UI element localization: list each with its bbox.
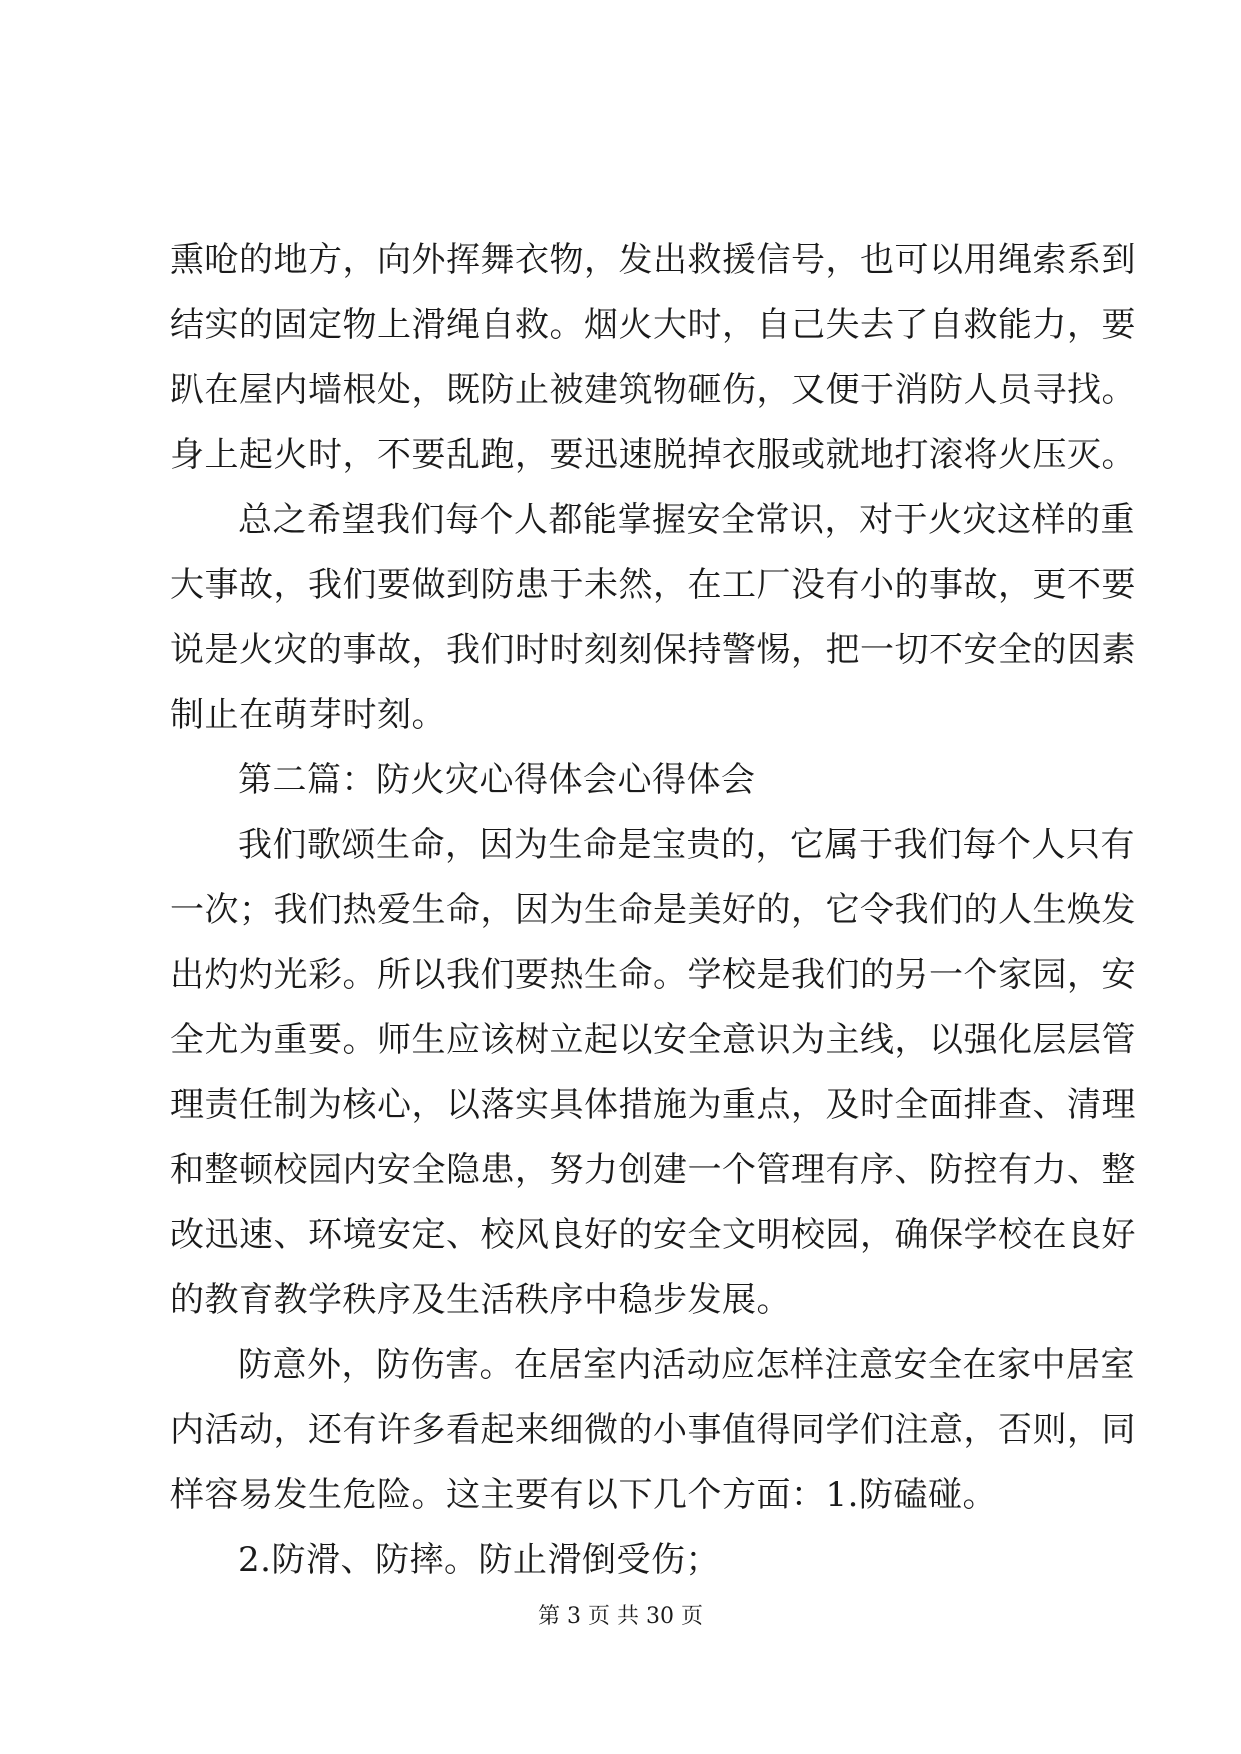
text-line: 样容易发生危险。这主要有以下几个方面：1.防磕碰。 bbox=[170, 1475, 997, 1515]
text-line: 出灼灼光彩。所以我们要热生命。学校是我们的另一个家园，安 bbox=[170, 955, 1136, 995]
text-line: 内活动，还有许多看起来细微的小事值得同学们注意，否则，同 bbox=[170, 1410, 1136, 1450]
section-heading: 第二篇：防火灾心得体会心得体会 bbox=[238, 760, 756, 800]
text-line: 和整顿校园内安全隐患，努力创建一个管理有序、防控有力、整 bbox=[170, 1150, 1136, 1190]
paragraph-first-line: 2.防滑、防摔。防止滑倒受伤； bbox=[238, 1540, 720, 1580]
text-line: 制止在萌芽时刻。 bbox=[170, 695, 446, 735]
text-line: 一次；我们热爱生命，因为生命是美好的，它令我们的人生焕发 bbox=[170, 890, 1136, 930]
paragraph-first-line: 我们歌颂生命，因为生命是宝贵的，它属于我们每个人只有 bbox=[238, 825, 1135, 865]
text-line: 全尤为重要。师生应该树立起以安全意识为主线，以强化层层管 bbox=[170, 1020, 1136, 1060]
page-number-footer: 第 3 页 共 30 页 bbox=[538, 1604, 703, 1629]
text-line: 熏呛的地方，向外挥舞衣物，发出救援信号，也可以用绳索系到 bbox=[170, 240, 1136, 280]
text-line: 结实的固定物上滑绳自救。烟火大时，自己失去了自救能力，要 bbox=[170, 305, 1136, 345]
paragraph-first-line: 防意外，防伤害。在居室内活动应怎样注意安全在家中居室 bbox=[238, 1345, 1135, 1385]
text-line: 改迅速、环境安定、校风良好的安全文明校园，确保学校在良好 bbox=[170, 1215, 1136, 1255]
text-line: 理责任制为核心，以落实具体措施为重点，及时全面排查、清理 bbox=[170, 1085, 1136, 1125]
text-line: 的教育教学秩序及生活秩序中稳步发展。 bbox=[170, 1280, 791, 1320]
document-body bbox=[170, 228, 1136, 1593]
text-line: 大事故，我们要做到防患于未然，在工厂没有小的事故，更不要 bbox=[170, 565, 1136, 605]
text-line: 身上起火时，不要乱跑，要迅速脱掉衣服或就地打滚将火压灭。 bbox=[170, 435, 1136, 475]
text-line: 说是火灾的事故，我们时时刻刻保持警惕，把一切不安全的因素 bbox=[170, 630, 1136, 670]
text-line: 趴在屋内墙根处，既防止被建筑物砸伤，又便于消防人员寻找。 bbox=[170, 370, 1136, 410]
paragraph-first-line: 总之希望我们每个人都能掌握安全常识，对于火灾这样的重 bbox=[238, 500, 1135, 540]
